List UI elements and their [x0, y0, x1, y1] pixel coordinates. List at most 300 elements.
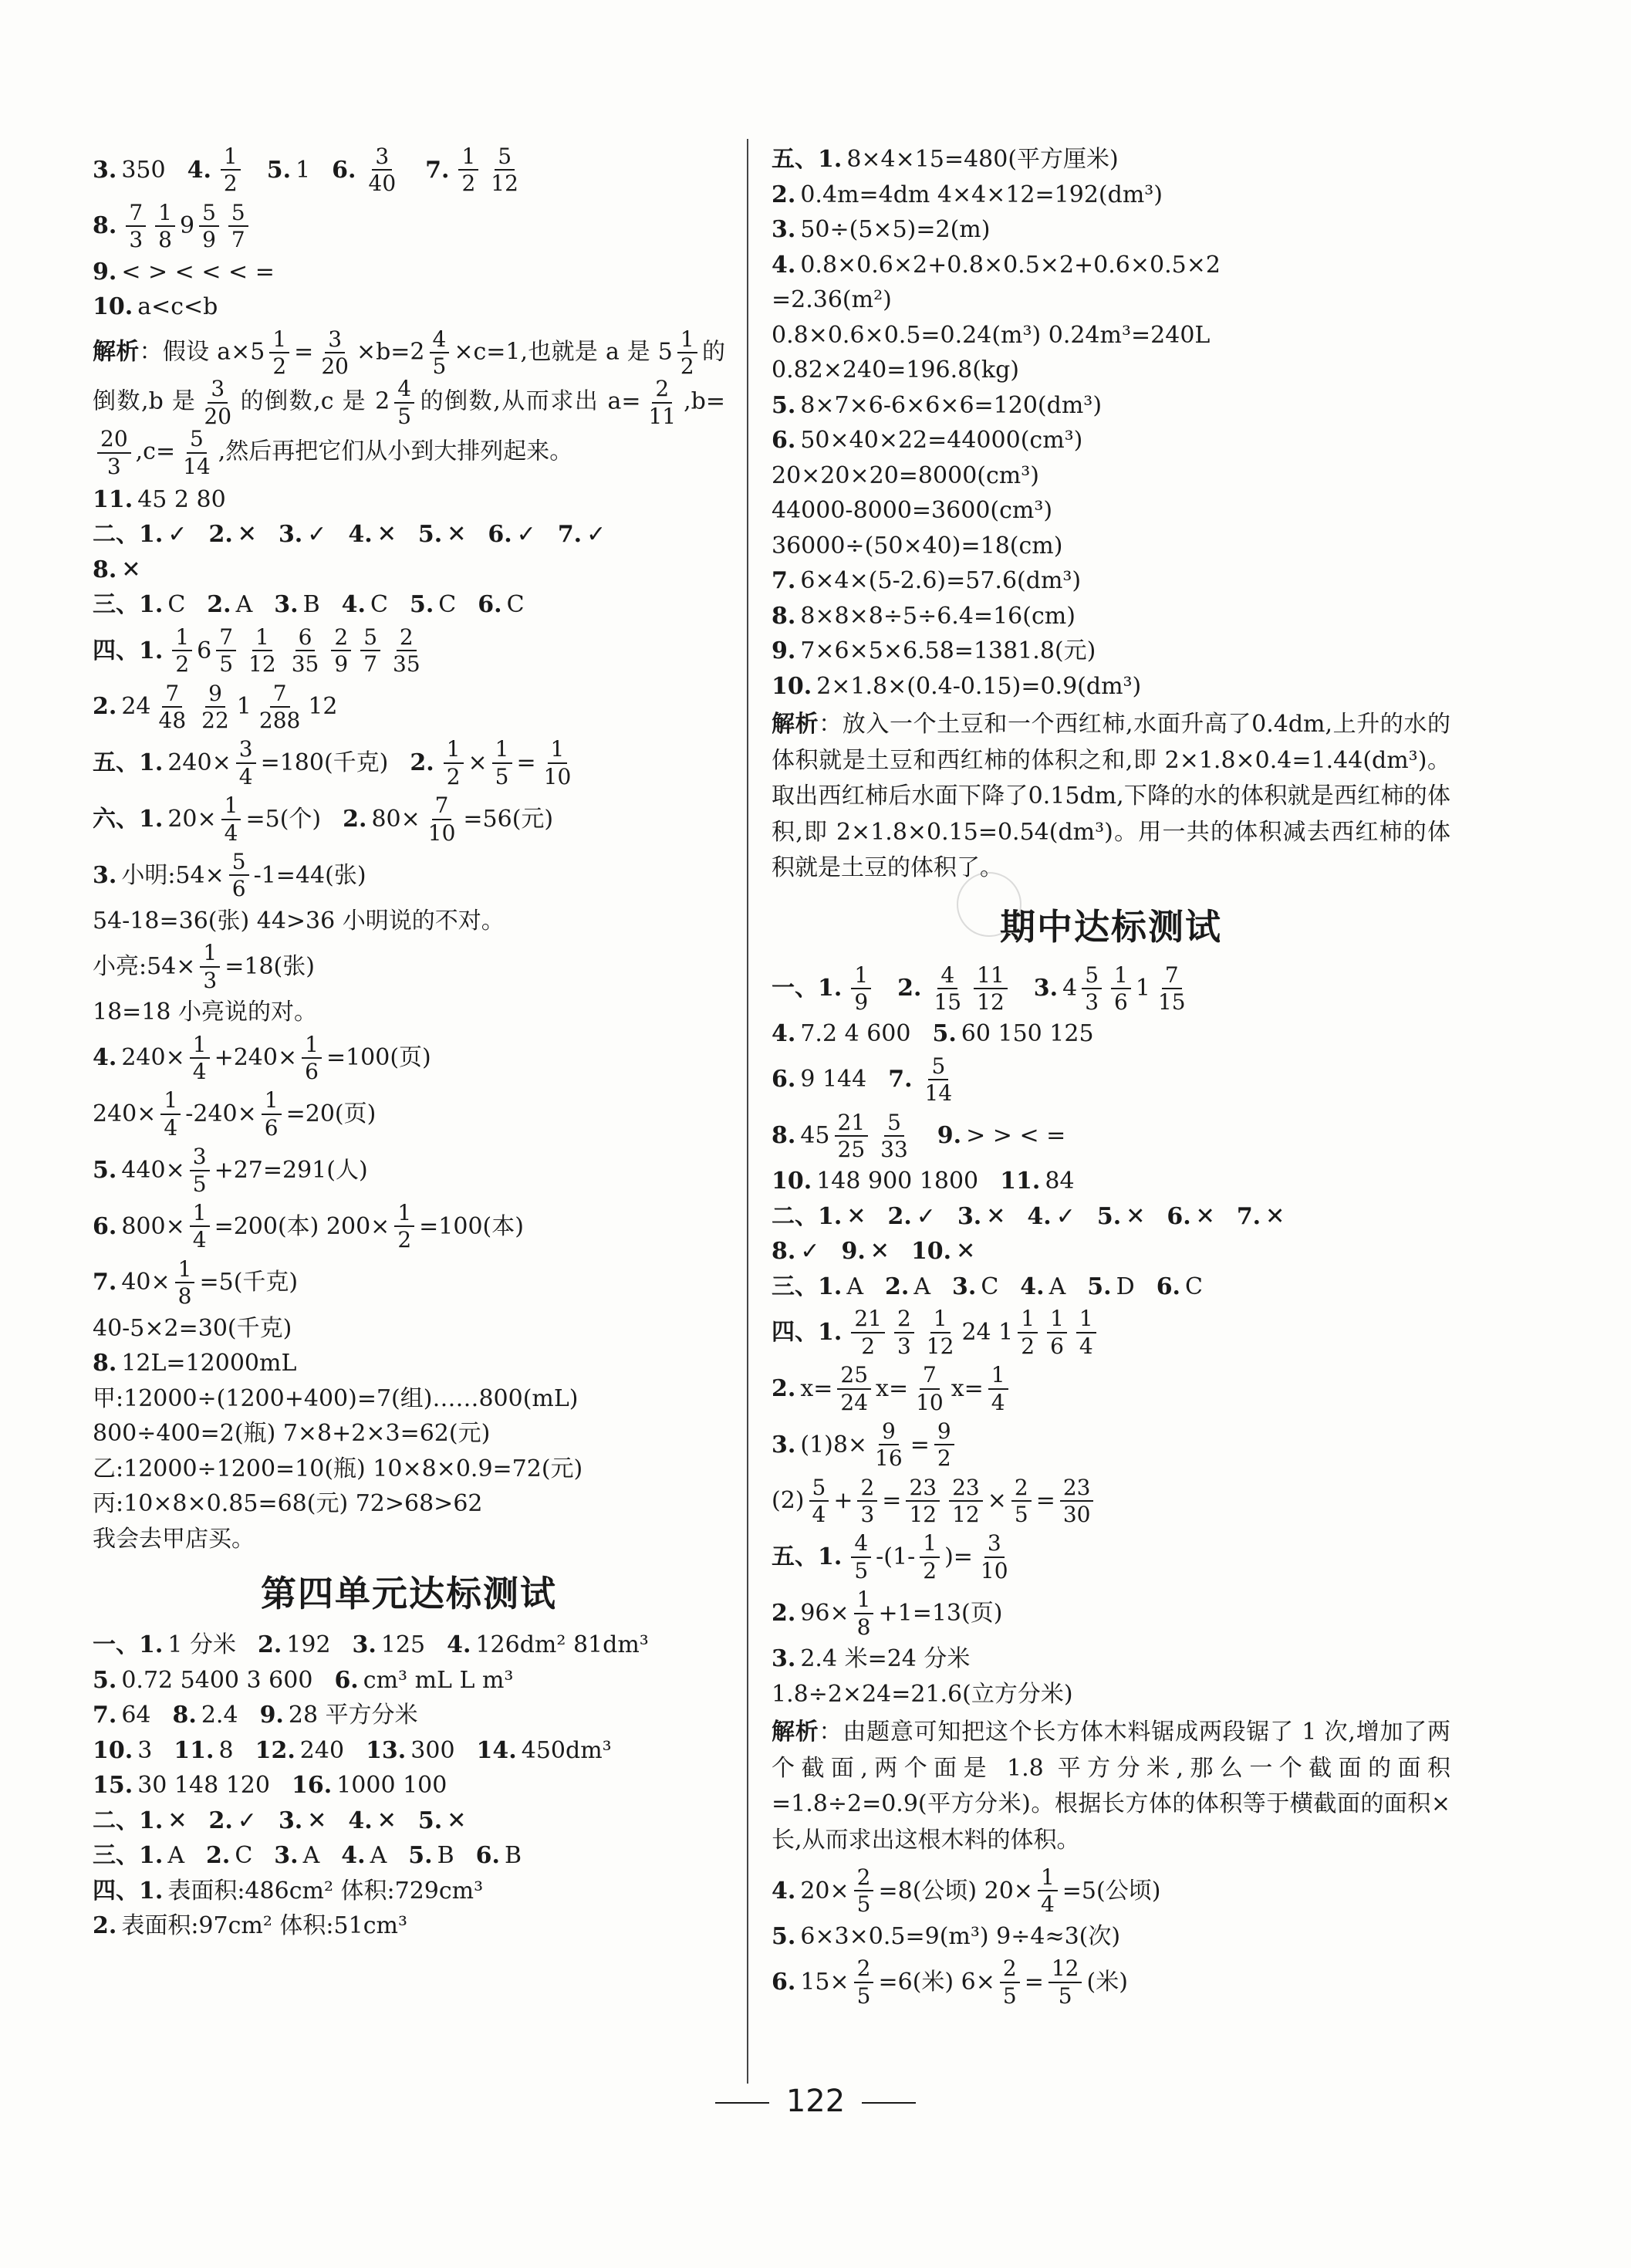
answer-item — [772, 1237, 819, 1266]
denominator: 6 — [1050, 1333, 1064, 1359]
answer-line — [772, 637, 1450, 666]
answer-item — [93, 1349, 296, 1378]
analysis-paragraph — [772, 1715, 1450, 1858]
numerator: 2 — [397, 626, 417, 651]
fraction — [394, 1199, 414, 1253]
denominator: 35 — [291, 651, 319, 678]
numerator: 2 — [1011, 1476, 1032, 1502]
question-number: 6. — [334, 1666, 359, 1694]
fraction — [851, 964, 871, 1014]
numerator: 9 — [205, 682, 225, 708]
answer-text: 450dm³ — [521, 1736, 612, 1764]
answer-text: ✓ — [800, 1238, 820, 1266]
fraction — [216, 626, 236, 676]
numerator: 7 — [920, 1364, 940, 1389]
question-number: 16. — [291, 1772, 333, 1799]
denominator: 5 — [432, 353, 447, 379]
fraction — [201, 377, 235, 428]
answer-item — [772, 1588, 1002, 1638]
fraction — [1048, 1957, 1082, 2007]
answer-text: 800÷400=2(瓶) 7×8+2×3=62(元) — [93, 1420, 491, 1447]
answer-text: =2.36(m²) — [772, 286, 892, 313]
denominator: 2 — [175, 651, 190, 678]
answer-text: D — [1116, 1273, 1135, 1300]
answer-item — [841, 1237, 889, 1266]
question-number: 5. — [417, 1807, 443, 1834]
answer-line — [93, 1349, 725, 1378]
answer-item — [93, 998, 317, 1027]
answer-item — [952, 1273, 998, 1302]
fraction — [934, 1420, 954, 1470]
answer-text: ,c= — [135, 438, 176, 465]
answer-item — [366, 1736, 454, 1766]
fraction — [854, 1866, 874, 1916]
answer-text: 2×1.8×(0.4-0.15)=0.9(dm³) — [816, 672, 1142, 700]
answer-line — [772, 321, 1450, 350]
answer-text: ✕ — [986, 1202, 1006, 1230]
denominator: 6 — [264, 1114, 279, 1141]
question-number: 3. — [1033, 975, 1059, 1002]
answer-text: 丙:10×8×0.85=68(元) 72>68>62 — [93, 1490, 483, 1517]
fraction — [1038, 1866, 1058, 1916]
answer-item — [476, 1841, 522, 1871]
answer-text: = — [1035, 1487, 1055, 1515]
answer-item — [772, 672, 1141, 701]
answer-text: C — [1185, 1273, 1203, 1300]
answer-text: > > < = — [966, 1122, 1066, 1150]
answer-item — [772, 1202, 866, 1232]
question-number: 五、1. — [772, 1543, 843, 1571]
answer-line — [93, 626, 725, 676]
answer-item — [206, 1841, 252, 1871]
answer-text: 28 平方分米 — [288, 1702, 418, 1729]
answer-item — [772, 1476, 1098, 1526]
answer-text: A — [235, 591, 253, 619]
fraction — [331, 626, 351, 676]
fraction — [229, 850, 249, 901]
answer-text: 440× — [121, 1156, 185, 1184]
answer-text: A — [1048, 1273, 1066, 1300]
answer-item — [1087, 1273, 1134, 1302]
question-number: 一、1. — [772, 975, 843, 1002]
answer-item — [772, 566, 1081, 596]
section-title: 第四单元达标测试 — [261, 1573, 557, 1614]
answer-text: a<c<b — [137, 293, 218, 321]
question-number: 10. — [910, 1238, 952, 1266]
answer-text: B — [437, 1842, 454, 1869]
answer-text: 8×7×6-6×6×6=120(dm³) — [800, 391, 1103, 419]
answer-text: =5(公顷) — [1062, 1877, 1161, 1905]
denominator: 2 — [223, 171, 238, 197]
answer-item — [93, 794, 321, 844]
answer-text: 8 — [218, 1736, 234, 1764]
question-number: 6. — [1156, 1273, 1181, 1300]
answer-text: 甲:12000÷(1200+400)=7(组)……800(mL) — [93, 1384, 579, 1412]
denominator: 30 — [1062, 1502, 1091, 1528]
numerator: 5 — [229, 850, 249, 876]
answer-item — [93, 1807, 187, 1836]
fraction — [366, 145, 400, 195]
answer-line — [93, 1736, 725, 1766]
answer-text: 45 2 80 — [137, 485, 226, 513]
question-number: 4. — [1020, 1273, 1045, 1300]
question-number: 10. — [772, 672, 812, 700]
numerator: 1 — [252, 626, 272, 651]
denominator: 24 — [840, 1389, 869, 1415]
answer-item — [173, 1701, 238, 1730]
answer-item — [885, 1273, 930, 1302]
answer-item — [772, 145, 1119, 174]
denominator: 3 — [897, 1333, 911, 1359]
question-number: 6. — [478, 591, 502, 619]
answer-text: 的倒数,c 是 2 — [239, 387, 390, 415]
answer-text: =100(页) — [326, 1044, 431, 1072]
numerator: 9 — [879, 1420, 899, 1445]
numerator: 25 — [837, 1364, 871, 1389]
fraction — [913, 1364, 947, 1414]
answer-item — [258, 1631, 331, 1660]
answer-text: A — [302, 1842, 320, 1869]
numerator: 3 — [984, 1532, 1005, 1557]
answer-line — [93, 1877, 725, 1906]
answer-text: ×b=2 — [356, 337, 425, 365]
numerator: 1 — [988, 1364, 1008, 1389]
section-title: 期中达标测试 — [1000, 905, 1222, 948]
answer-item — [1034, 964, 1194, 1014]
analysis-label: 解析 — [772, 1719, 819, 1746]
answer-line — [93, 1089, 725, 1139]
answer-line — [93, 1771, 725, 1800]
answer-text: ：由题意可知把这个长方体木料锯成两段锯了 1 次,增加了两个截面,两个面是 1.8 平方分米,那么一个截面的面积=1.8÷2=0.9(平方分米)。根据长方体的体积等于横截面的面积×长,从而求出这根木料的体积。 — [772, 1719, 1451, 1854]
answer-text: -1=44(张) — [253, 861, 366, 889]
fraction — [199, 201, 219, 252]
answer-text: 我会去甲店买。 — [93, 1525, 255, 1553]
answer-text: 45 — [800, 1122, 830, 1150]
question-number: 7. — [772, 567, 796, 594]
answer-item — [207, 590, 252, 620]
numerator: 1 — [302, 1033, 322, 1059]
fraction — [390, 626, 424, 676]
answer-item — [93, 1258, 298, 1308]
question-number: 五、1. — [93, 749, 164, 777]
answer-text: x= — [876, 1374, 909, 1402]
question-number: 14. — [476, 1736, 517, 1764]
answer-line — [93, 1841, 725, 1871]
answer-item — [772, 1644, 970, 1674]
answer-line — [772, 1273, 1450, 1302]
answer-text: ✕ — [1126, 1202, 1146, 1230]
denominator: 15 — [1157, 989, 1186, 1015]
answer-item — [772, 1957, 1128, 2007]
answer-item — [93, 682, 338, 732]
question-number: 2. — [410, 749, 434, 777]
fraction — [126, 201, 146, 252]
answer-line — [772, 461, 1450, 491]
answer-text: 15× — [800, 1968, 849, 1996]
denominator: 14 — [924, 1080, 953, 1107]
denominator: 4 — [991, 1389, 1005, 1415]
numerator: 5 — [928, 1055, 948, 1080]
numerator: 6 — [295, 626, 316, 651]
denominator: 10 — [916, 1389, 944, 1415]
answer-item — [425, 145, 526, 195]
answer-item — [772, 1680, 1073, 1709]
denominator: 7 — [231, 227, 245, 253]
answer-text: 24 1 — [961, 1318, 1014, 1346]
answer-item — [93, 258, 275, 287]
answer-text: 64 — [121, 1702, 151, 1729]
answer-text: =56(元) — [463, 805, 554, 833]
answer-line — [93, 292, 725, 322]
numerator: 23 — [1060, 1476, 1094, 1502]
fraction — [492, 738, 512, 788]
answer-text: 20× — [800, 1877, 849, 1905]
answer-text: 8×8×8÷5÷6.4=16(cm) — [800, 602, 1076, 630]
denominator: 5 — [854, 1557, 869, 1584]
answer-text: 0.4m=4dm 4×4×12=192(dm³) — [800, 181, 1163, 208]
answer-text: = — [516, 749, 536, 777]
numerator: 4 — [394, 377, 414, 403]
page-footer — [0, 2084, 1631, 2119]
answer-text: =5(千克) — [199, 1269, 299, 1296]
fraction — [155, 201, 175, 252]
answer-item — [772, 286, 892, 315]
answer-item — [274, 1841, 319, 1871]
denominator: 4 — [238, 763, 253, 789]
fraction — [854, 1588, 874, 1638]
answer-text: 84 — [1045, 1168, 1075, 1195]
answer-text: = — [1024, 1968, 1044, 1996]
question-number: 5. — [93, 1156, 117, 1184]
answer-text: x= — [800, 1374, 833, 1402]
answer-item — [957, 1202, 1005, 1232]
fraction — [872, 1420, 906, 1470]
question-number: 6. — [93, 1212, 117, 1240]
answer-item — [772, 964, 876, 1014]
answer-text: (2) — [772, 1487, 805, 1515]
answer-item — [93, 1199, 524, 1253]
denominator: 8 — [158, 227, 172, 253]
answer-text: 的倒数,b 是 — [93, 337, 725, 415]
numerator: 4 — [430, 328, 450, 353]
numerator: 5 — [1082, 964, 1102, 989]
answer-text: 20× — [167, 805, 217, 833]
answer-item — [353, 1631, 426, 1660]
question-number: 10. — [772, 1168, 812, 1195]
question-number: 二、1. — [93, 1807, 164, 1834]
answer-text: 的倒数,从而求出 a= — [419, 387, 641, 415]
answer-line — [93, 907, 725, 936]
question-number: 7. — [93, 1702, 117, 1729]
fraction — [1082, 964, 1102, 1014]
answer-line — [772, 1532, 1450, 1582]
answer-text: ✓ — [237, 1807, 257, 1834]
answer-line — [93, 1145, 725, 1195]
question-number: 6. — [772, 1968, 796, 1996]
numerator: 7 — [270, 682, 290, 708]
question-number: 6. — [772, 1066, 796, 1093]
answer-text: = — [294, 337, 314, 365]
answer-item — [772, 181, 1163, 210]
question-number: 四、1. — [93, 1877, 164, 1905]
question-number: 12. — [255, 1736, 295, 1764]
question-number: 六、1. — [93, 805, 164, 833]
numerator: 23 — [949, 1476, 983, 1502]
answer-text: 192 — [286, 1631, 331, 1658]
fraction — [894, 1307, 914, 1357]
denominator: 5 — [192, 1171, 207, 1197]
fraction — [1060, 1476, 1094, 1526]
answer-text: A — [913, 1273, 930, 1300]
numerator: 1 — [930, 1307, 951, 1333]
fraction — [924, 1307, 957, 1357]
answer-item — [93, 1771, 270, 1800]
answer-line — [93, 556, 725, 585]
question-number: 4. — [772, 1020, 796, 1048]
answer-item — [772, 1866, 1160, 1916]
answer-text: + — [833, 1487, 853, 1515]
question-number: 4. — [341, 1842, 366, 1869]
fraction — [854, 1957, 874, 2007]
answer-item — [772, 1273, 863, 1302]
answer-line — [772, 391, 1450, 421]
numerator: 1 — [190, 1202, 210, 1227]
question-number: 9. — [259, 1702, 284, 1729]
answer-text: < > < < < = — [121, 258, 275, 286]
answer-item — [772, 602, 1076, 631]
answer-text: 800× — [121, 1212, 185, 1240]
fraction — [922, 1055, 956, 1105]
answer-item — [93, 1419, 490, 1448]
question-number: 8. — [93, 556, 117, 583]
question-number: 3. — [278, 521, 303, 549]
answer-item — [772, 637, 1096, 666]
answer-text: ✕ — [167, 1807, 187, 1834]
answer-line — [93, 1666, 725, 1695]
question-number: 三、1. — [93, 1842, 164, 1869]
fraction — [302, 1033, 322, 1083]
answer-line — [93, 1489, 725, 1519]
answer-item — [93, 1525, 255, 1554]
numerator: 5 — [228, 201, 248, 227]
fraction — [1076, 1307, 1096, 1357]
question-number: 2. — [772, 1374, 796, 1402]
answer-text: 240× — [121, 1044, 185, 1072]
answer-text: C — [981, 1273, 999, 1300]
fraction — [156, 682, 190, 732]
answer-line — [772, 181, 1450, 210]
answer-item — [93, 1455, 582, 1484]
answer-item — [187, 145, 245, 195]
question-number: 3. — [278, 1807, 303, 1834]
denominator: 4 — [1040, 1891, 1055, 1918]
answer-text: 240 — [299, 1736, 345, 1764]
answer-text: C — [235, 1842, 253, 1869]
answer-text: 0.82×240=196.8(kg) — [772, 357, 1020, 384]
answer-item — [772, 532, 1062, 561]
answer-text: × — [468, 749, 488, 777]
fraction — [974, 964, 1008, 1014]
question-number: 4. — [772, 251, 796, 279]
question-number: 4. — [187, 156, 211, 184]
answer-text: ✕ — [377, 1807, 397, 1834]
question-number: 2. — [897, 975, 922, 1002]
answer-line — [93, 485, 725, 515]
fraction — [228, 201, 248, 252]
question-number: 10. — [93, 1736, 133, 1764]
question-number: 6. — [488, 521, 512, 549]
answer-item — [93, 1701, 151, 1730]
answer-text: 1 — [236, 693, 252, 721]
answer-text: = — [910, 1431, 930, 1458]
fraction — [857, 1476, 877, 1526]
question-number: 9. — [937, 1122, 962, 1150]
answer-text: 4 — [1062, 975, 1078, 1002]
question-number: 7. — [1236, 1202, 1261, 1230]
fraction — [809, 1476, 829, 1526]
answer-text: 12 — [308, 693, 338, 721]
answer-text: B — [302, 591, 320, 619]
numerator: 1 — [1111, 964, 1131, 989]
denominator: 10 — [543, 763, 572, 789]
answer-line — [772, 566, 1450, 596]
question-number: 7. — [557, 521, 582, 549]
answer-text: 18=18 小亮说的对。 — [93, 999, 318, 1026]
fraction — [541, 738, 575, 788]
numerator: 1 — [1038, 1866, 1058, 1891]
answer-item — [488, 520, 535, 549]
denominator: 25 — [837, 1136, 866, 1162]
answer-text: C — [506, 591, 525, 619]
question-number: 3. — [93, 861, 117, 889]
answer-item — [174, 1736, 233, 1766]
numerator: 21 — [835, 1111, 869, 1137]
answer-text: 12L=12000mL — [121, 1350, 297, 1377]
numerator: 1 — [854, 1588, 874, 1614]
denominator: 48 — [158, 708, 187, 734]
answer-text: 20×20×20=8000(cm³) — [772, 461, 1039, 489]
answer-item — [418, 520, 466, 549]
denominator: 11 — [648, 403, 677, 429]
answer-line — [93, 1701, 725, 1730]
answer-text: ✓ — [916, 1202, 936, 1230]
answer-item — [408, 1841, 454, 1871]
question-number: 8. — [772, 1238, 796, 1266]
question-number: 3. — [957, 1202, 982, 1230]
answer-line — [772, 1420, 1450, 1470]
denominator: 5 — [495, 763, 509, 789]
denominator: 3 — [129, 227, 144, 253]
answer-text: 36000÷(50×40)=18(cm) — [772, 532, 1063, 559]
answer-line — [93, 1199, 725, 1253]
answer-item — [348, 520, 396, 549]
analysis-paragraph — [93, 328, 725, 478]
answer-text: ✕ — [956, 1238, 976, 1266]
answer-item — [772, 215, 990, 245]
answer-item — [93, 1314, 292, 1344]
answer-line — [93, 201, 725, 252]
question-number: 7. — [425, 156, 450, 184]
fraction — [175, 1258, 195, 1308]
numerator: 1 — [492, 738, 512, 763]
fraction — [318, 328, 352, 378]
answer-text: 1000 100 — [336, 1772, 447, 1799]
answer-item — [93, 556, 140, 585]
answer-item — [772, 1019, 910, 1049]
answer-text: ,b= — [684, 387, 725, 415]
answer-item — [93, 626, 428, 676]
fraction — [360, 626, 380, 676]
